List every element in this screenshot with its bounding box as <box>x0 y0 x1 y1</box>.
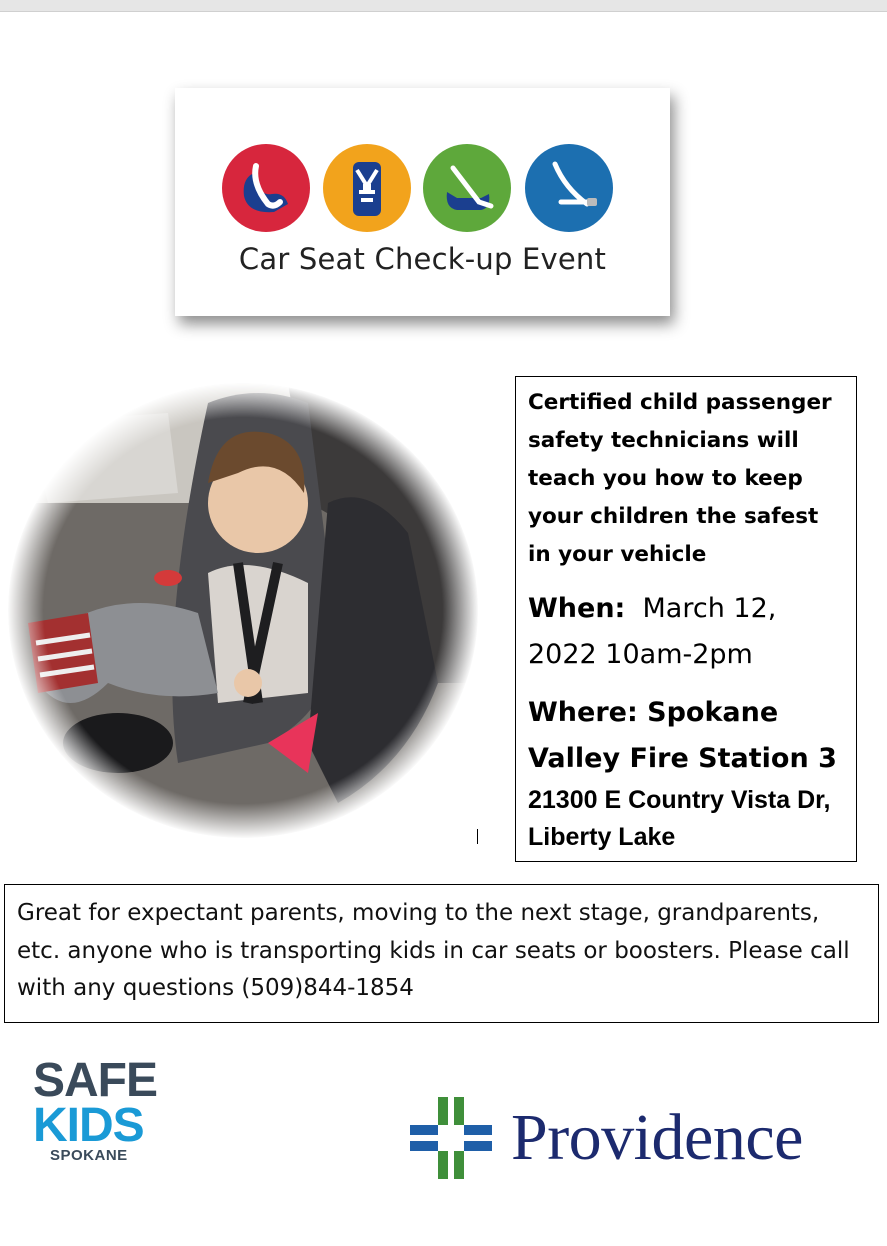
event-details-box <box>515 376 857 862</box>
safe-kids-line1: SAFE <box>33 1054 158 1107</box>
event-address: 21300 E Country Vista Dr, Liberty Lake <box>528 786 831 851</box>
event-when <box>528 586 844 678</box>
event-banner <box>175 88 670 316</box>
child-in-car-seat-photo <box>8 383 478 838</box>
providence-wordmark: Providence <box>511 1101 803 1174</box>
safe-kids-spokane-logo <box>33 1054 158 1164</box>
providence-cross-icon <box>408 1095 494 1181</box>
providence-logo <box>408 1095 848 1185</box>
audience-notice-box <box>4 884 879 1023</box>
when-label: When: <box>528 593 626 624</box>
booster-seat-icon <box>423 144 511 232</box>
safe-kids-line3: SPOKANE <box>50 1147 128 1164</box>
when-value: March 12, 2022 10am-2pm <box>528 593 777 670</box>
event-where: Where: Spokane Valley Fire Station 3 <box>528 697 837 774</box>
seat-belt-icon <box>525 144 613 232</box>
harness-seat-icon <box>323 144 411 232</box>
text-cursor <box>477 829 478 844</box>
infant-seat-icon <box>222 144 310 232</box>
document-top-bar <box>0 0 887 12</box>
banner-title: Car Seat Check-up Event <box>238 242 607 276</box>
audience-notice-text: Great for expectant parents, moving to the next stage, grandparents, etc. anyone who is transporting kids in car seats or boosters. Please call with any questions (509)844-1854 <box>17 900 850 1001</box>
event-intro-text: Certified child passenger safety technicians will teach you how to keep your children the safest in your vehicle <box>528 390 832 567</box>
safe-kids-line2: KIDS <box>33 1099 144 1152</box>
